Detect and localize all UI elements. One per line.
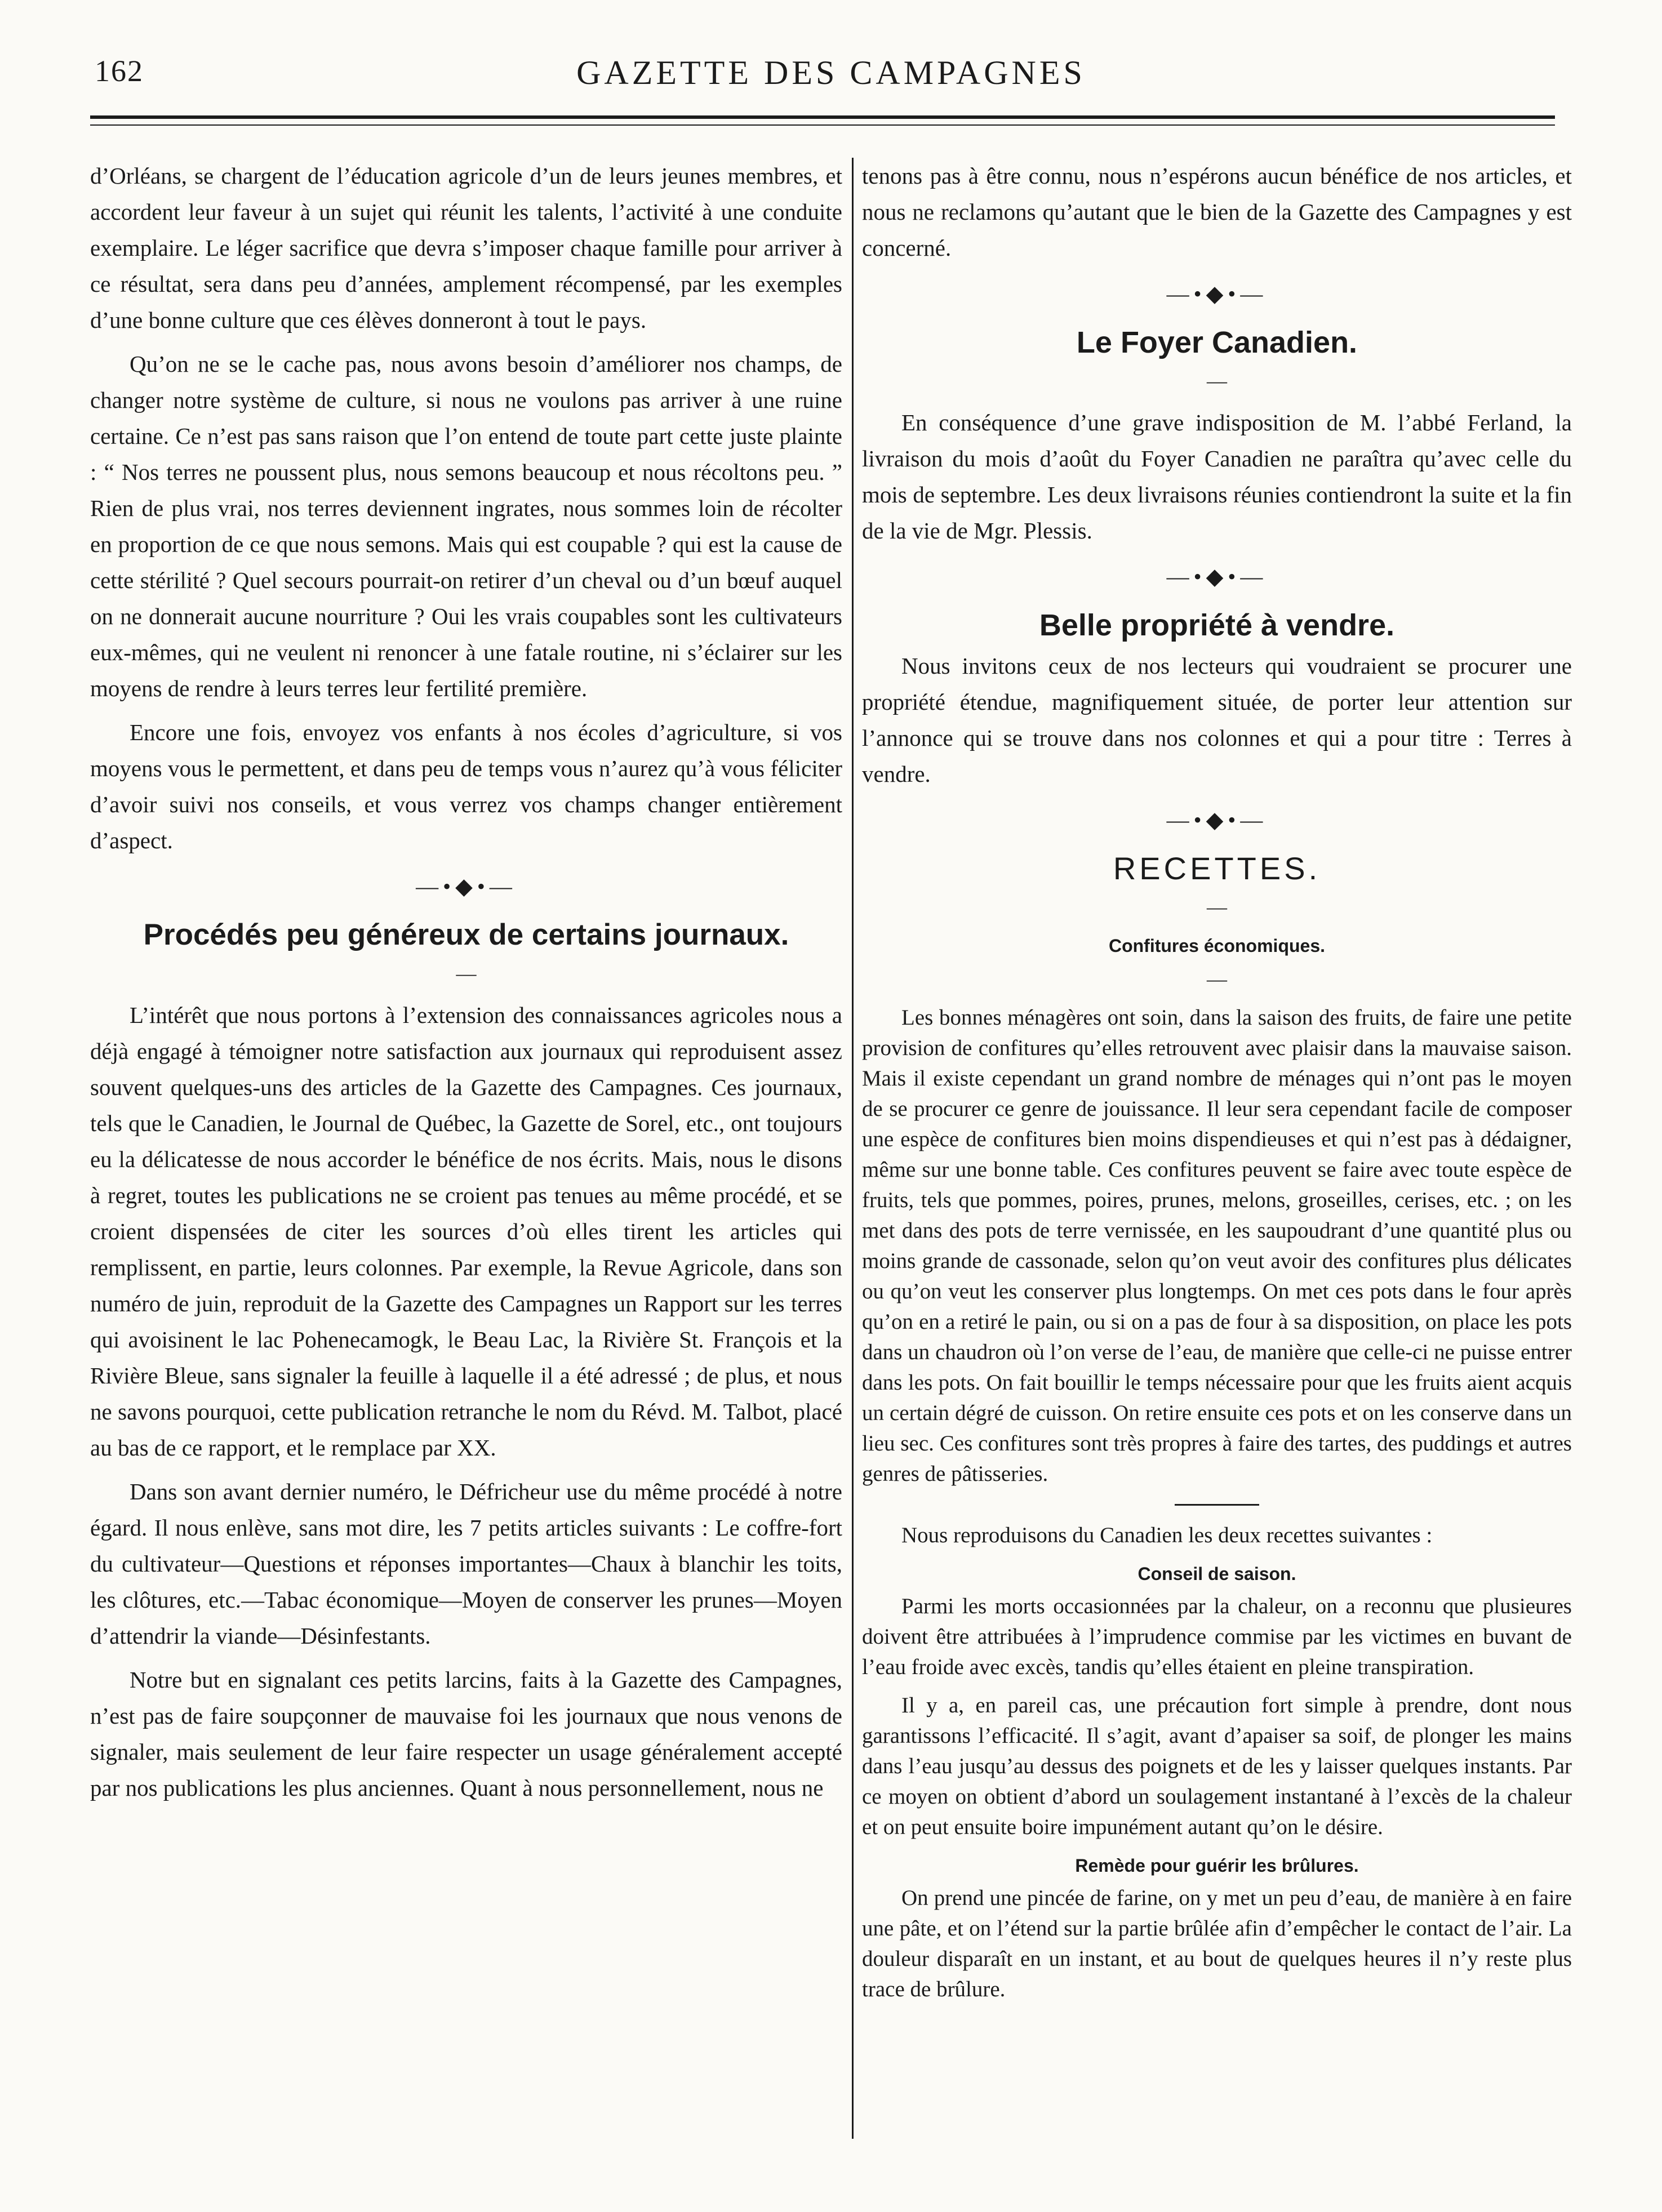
header-rule <box>90 115 1555 126</box>
short-rule <box>1175 1504 1259 1506</box>
dash-divider: — <box>456 962 477 985</box>
left-column <box>90 158 842 2178</box>
right-column <box>862 158 1572 2178</box>
running-head: GAZETTE DES CAMPAGNES <box>576 54 1086 91</box>
ornament-divider: —•◆•— <box>1166 564 1268 589</box>
dash-divider: — <box>1207 896 1227 918</box>
paragraph: tenons pas à être connu, nous n’espérons aucun bénéfice de nos articles, et nous ne reclamons qu’autant que le bien de la Gazette des Campagnes y est concerné. <box>862 163 1572 261</box>
column-divider <box>852 158 854 2139</box>
paragraph: L’intérêt que nous portons à l’extension des connaissances agricoles nous a déjà engagé à témoigner notre satisfaction aux journaux qui reproduisent assez souvent quelques-uns des articles de la Gazette des Campagnes. Ces journaux, tels que le Canadien, le Journal de Québec, la Gazette de Sorel, etc., ont toujours eu la délicatesse de nous accorder le bénéfice de nos écrits. Mais, nous le disons à regret, toutes les publications ne se croient pas tenues au même procédé, et se croient dispensées de citer les sources d’où elles tirent les articles qui remplissent, en partie, leurs colonnes. Par exemple, la Revue Agricole, dans son numéro de juin, reproduit de la Gazette des Campagnes un Rapport sur les terres qui avoisinent le lac Pohenecamogk, le Beau Lac, la Rivière St. François et la Rivière Bleue, sans signaler la feuille à laquelle il a été adressé ; de plus, et nous ne savons pourquoi, cette publication retranche le nom du Révd. M. Talbot, placé au bas de ce rapport, et le remplace par XX. <box>90 1002 842 1461</box>
dash-divider: — <box>1207 370 1227 392</box>
ornament-divider: —•◆•— <box>1166 281 1268 306</box>
section-title: Le Foyer Canadien. <box>1076 326 1358 359</box>
paragraph: Qu’on ne se le cache pas, nous avons besoin d’améliorer nos champs, de changer notre système de culture, si nous ne voulons pas arriver à une ruine certaine. Ce n’est pas sans raison que l’on entend de toute part cette juste plainte : “ Nos terres ne poussent plus, nous semons beaucoup et nous récoltons peu. ” Rien de plus vrai, nos terres deviennent ingrates, nous sommes loin de récolter en proportion de ce que nous semons. Mais qui est coupable ? qui est la cause de cette stérilité ? Quel secours pourrait-on retirer d’un cheval ou d’un bœuf auquel on ne donnerait aucune nourriture ? Oui les vrais coupables sont les cultivateurs eux-mêmes, qui ne veulent ni renoncer à une fatale routine, ni s’éclairer sur les moyens de rendre à leurs terres leur fertilité première. <box>90 351 842 701</box>
paragraph: On prend une pincée de farine, on y met un peu d’eau, de manière à en faire une pâte, et on l’étend sur la partie brûlée afin d’empêcher le contact de l’air. La douleur disparaît en un instant, et au bout de quelques heures il n’y reste plus trace de brûlure. <box>862 1886 1572 2001</box>
ornament-divider: —•◆•— <box>1166 807 1268 833</box>
section-title: Belle propriété à vendre. <box>1039 608 1395 642</box>
paragraph: Notre but en signalant ces petits larcins, faits à la Gazette des Campagnes, n’est pas de faire soupçonner de mauvaise foi les journaux que nous venons de signaler, mais seulement de leur faire respecter un usage généralement accepté par nos publications les plus anciennes. Quant à nous personnellement, nous ne <box>90 1667 842 1801</box>
paragraph: Dans son avant dernier numéro, le Défricheur use du même procédé à notre égard. Il nous enlève, sans mot dire, les 7 petits articles suivants : Le coffre-fort du cultivateur—Questions et réponses importantes—Chaux à blanchir les toits, les clôtures, etc.—Tabac économique—Moyen de conserver les prunes—Moyen d’attendrir la viande—Désinfestants. <box>90 1479 842 1649</box>
paragraph: Il y a, en pareil cas, une précaution fort simple à prendre, dont nous garantissons l’efficacité. Il s’agit, avant d’apaiser sa soif, de plonger les mains dans l’eau jusqu’au dessus des poignets et de les y laisser quelques instants. Par ce moyen on obtient d’abord un soulagement instantané à l’excès de la chaleur et on peut ensuite boire impunément autant qu’on le désire. <box>862 1693 1572 1839</box>
ornament-divider: —•◆•— <box>416 874 517 899</box>
section-title: Procédés peu généreux de certains journaux. <box>143 918 789 951</box>
subsection-title: Remède pour guérir les brûlures. <box>1075 1855 1359 1876</box>
section-title: RECETTES. <box>1113 851 1321 886</box>
subsection-title: Conseil de saison. <box>1137 1564 1296 1584</box>
paragraph: Encore une fois, envoyez vos enfants à nos écoles d’agriculture, si vos moyens vous le permettent, et dans peu de temps vous n’aurez qu’à vous féliciter d’avoir suivi nos conseils, et vous verrez vos champs changer entièrement d’aspect. <box>90 719 842 853</box>
paragraph: En conséquence d’une grave indisposition de M. l’abbé Ferland, la livraison du mois d’août du Foyer Canadien ne paraîtra qu’avec celle du mois de septembre. Les deux livraisons réunies contiendront la suite et la fin de la vie de Mgr. Plessis. <box>862 410 1572 544</box>
paragraph: Parmi les morts occasionnées par la chaleur, on a reconnu que plusieures doivent être attribuées à l’imprudence commise par les victimes en buvant de l’eau froide avec excès, tandis qu’elles étaient en pleine transpiration. <box>862 1594 1572 1679</box>
paragraph: Nous invitons ceux de nos lecteurs qui voudraient se procurer une propriété étendue, magnifiquement située, de porter leur attention sur l’annonce qui se trouve dans nos colonnes et qui a pour titre : Terres à vendre. <box>862 653 1572 787</box>
paragraph: Nous reproduisons du Canadien les deux recettes suivantes : <box>901 1523 1433 1547</box>
page-number: 162 <box>95 54 144 88</box>
paragraph: Les bonnes ménagères ont soin, dans la saison des fruits, de faire une petite provision de confitures qu’elles retrouvent avec plaisir dans la mauvaise saison. Mais il existe cependant un grand nombre de ménages qui n’ont pas le moyen de se procurer ce genre de jouissance. Il leur sera cependant facile de composer une espèce de confitures bien moins dispendieuses et qui n’est pas à dédaigner, même sur une bonne table. Ces confitures peuvent se faire avec toute espèce de fruits, tels que pommes, poires, prunes, melons, groseilles, cerises, etc. ; on les met dans des pots de terre vernissée, en les saupoudrant d’une quantité plus ou moins grande de cassonade, selon qu’on veut avoir des confitures plus délicates ou qu’on veut les conserver plus longtemps. On met ces pots dans le four après qu’on en a retiré le pain, ou si on a pas de four à sa disposition, on place les pots dans un chaudron où l’on verse de l’eau, de manière que celle-ci ne puisse entrer dans les pots. On fait bouillir le temps nécessaire pour que les fruits aient acquis un certain dégré de cuisson. On retire ensuite ces pots et on les conserve dans un lieu sec. Ces confitures sont très propres à faire des tartes, des puddings et autres genres de pâtisseries. <box>862 1005 1572 1486</box>
subsection-title: Confitures économiques. <box>1108 936 1326 956</box>
paragraph: d’Orléans, se chargent de l’éducation agricole d’un de leurs jeunes membres, et accordent leur faveur à un sujet qui réunit les talents, l’activité à une conduite exemplaire. Le léger sacrifice que devra s’imposer chaque famille pour arriver à ce résultat, sera dans peu d’années, amplement récompensé, par les exemples d’une bonne culture que ces élèves donneront à tout le pays. <box>90 163 842 333</box>
dash-divider: — <box>1207 968 1227 990</box>
